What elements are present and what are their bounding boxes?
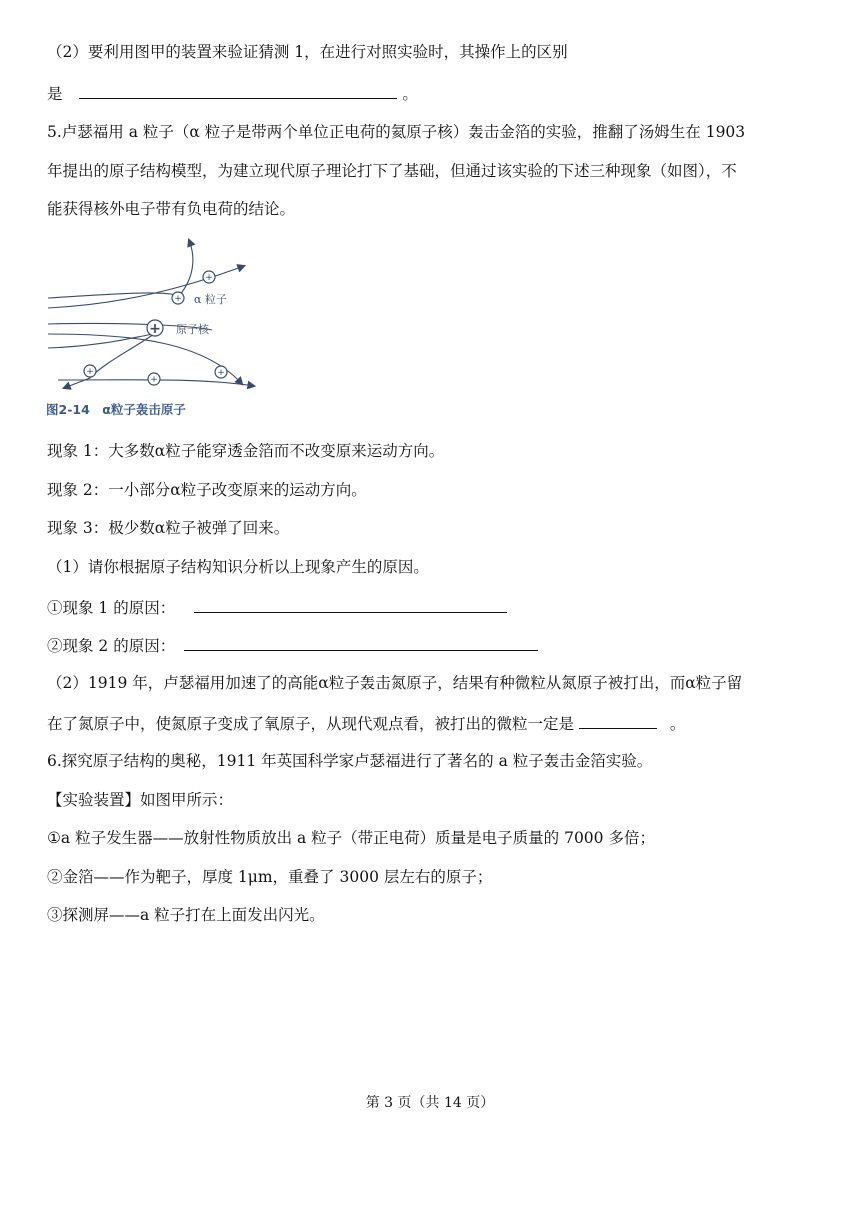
- setup-item-1: ①a 粒子发生器——放射性物质放出 a 粒子（带正电荷）质量是电子质量的 7000 多倍；: [47, 829, 655, 847]
- reason-1-blank[interactable]: [194, 596, 507, 613]
- figure-caption: 图2-14 α粒子轰击原子: [46, 402, 186, 417]
- svg-text:+: +: [86, 367, 94, 377]
- label-nucleus: 原子核: [176, 323, 209, 336]
- sub-question-2-text: 在了氮原子中，使氮原子变成了氧原子，从现代观点看，被打出的微粒一定是: [47, 715, 575, 733]
- setup-item-2: ②金箔——作为靶子，厚度 1μm，重叠了 3000 层左右的原子；: [47, 868, 493, 886]
- sub-question-2-line-1: （2）1919 年，卢瑟福用加速了的高能α粒子轰击氮原子，结果有种微粒从氮原子被打出，而α粒子留: [47, 674, 743, 692]
- experiment-setup-heading: 【实验装置】如图甲所示：: [47, 791, 234, 809]
- setup-item-3: ③探测屏——a 粒子打在上面发出闪光。: [47, 906, 325, 924]
- sub-question-2-end: 。: [669, 715, 686, 733]
- reason-1-label: ①现象 1 的原因：: [47, 599, 176, 617]
- reason-2-line: [47, 634, 538, 656]
- svg-text:+: +: [217, 368, 225, 378]
- svg-text:+: +: [150, 375, 158, 385]
- q2-question-line: （2）要利用图甲的装置来验证猜测 1，在进行对照实验时，其操作上的区别: [47, 43, 568, 61]
- reason-1-line: [47, 596, 507, 618]
- q5-paragraph-line-2: 年提出的原子结构模型，为建立现代原子理论打下了基础，但通过该实验的下述三种现象（如图），不: [47, 162, 737, 180]
- answer-blank[interactable]: [79, 82, 397, 99]
- q5-paragraph-line-1: 5.卢瑟福用 a 粒子（α 粒子是带两个单位正电荷的氦原子核）轰击金箔的实验，推翻了汤姆生在 1903: [47, 123, 746, 141]
- phenomenon-2: 现象 2：一小部分α粒子改变原来的运动方向。: [47, 481, 367, 499]
- q2-answer-line: [47, 82, 418, 104]
- phenomenon-1: 现象 1：大多数α粒子能穿透金箔而不改变原来运动方向。: [47, 442, 445, 460]
- q5-paragraph-line-3: 能获得核外电子带有负电荷的结论。: [47, 200, 296, 218]
- reason-2-label: ②现象 2 的原因：: [47, 637, 176, 655]
- path-through-mid: [48, 334, 242, 384]
- page-footer: 第 3 页（共 14 页）: [365, 1095, 495, 1111]
- particle-answer-blank[interactable]: [579, 712, 657, 729]
- phenomenon-3: 现象 3：极少数α粒子被弹了回来。: [47, 519, 290, 537]
- svg-text:+: +: [149, 321, 161, 337]
- sub-question-2-line-2: [47, 712, 685, 734]
- alpha-scattering-figure: [44, 238, 259, 420]
- sub-question-1: （1）请你根据原子结构知识分析以上现象产生的原因。: [47, 558, 429, 576]
- reason-2-blank[interactable]: [184, 634, 538, 651]
- svg-text:+: +: [205, 273, 213, 283]
- answer-suffix: 。: [402, 85, 418, 103]
- q6-title: 6.探究原子结构的奥秘，1911 年英国科学家卢瑟福进行了著名的 a 粒子轰击金箔实验。: [47, 752, 653, 770]
- answer-prefix: 是: [47, 85, 63, 103]
- label-alpha-particle: α 粒子: [194, 293, 227, 306]
- svg-text:+: +: [174, 294, 182, 304]
